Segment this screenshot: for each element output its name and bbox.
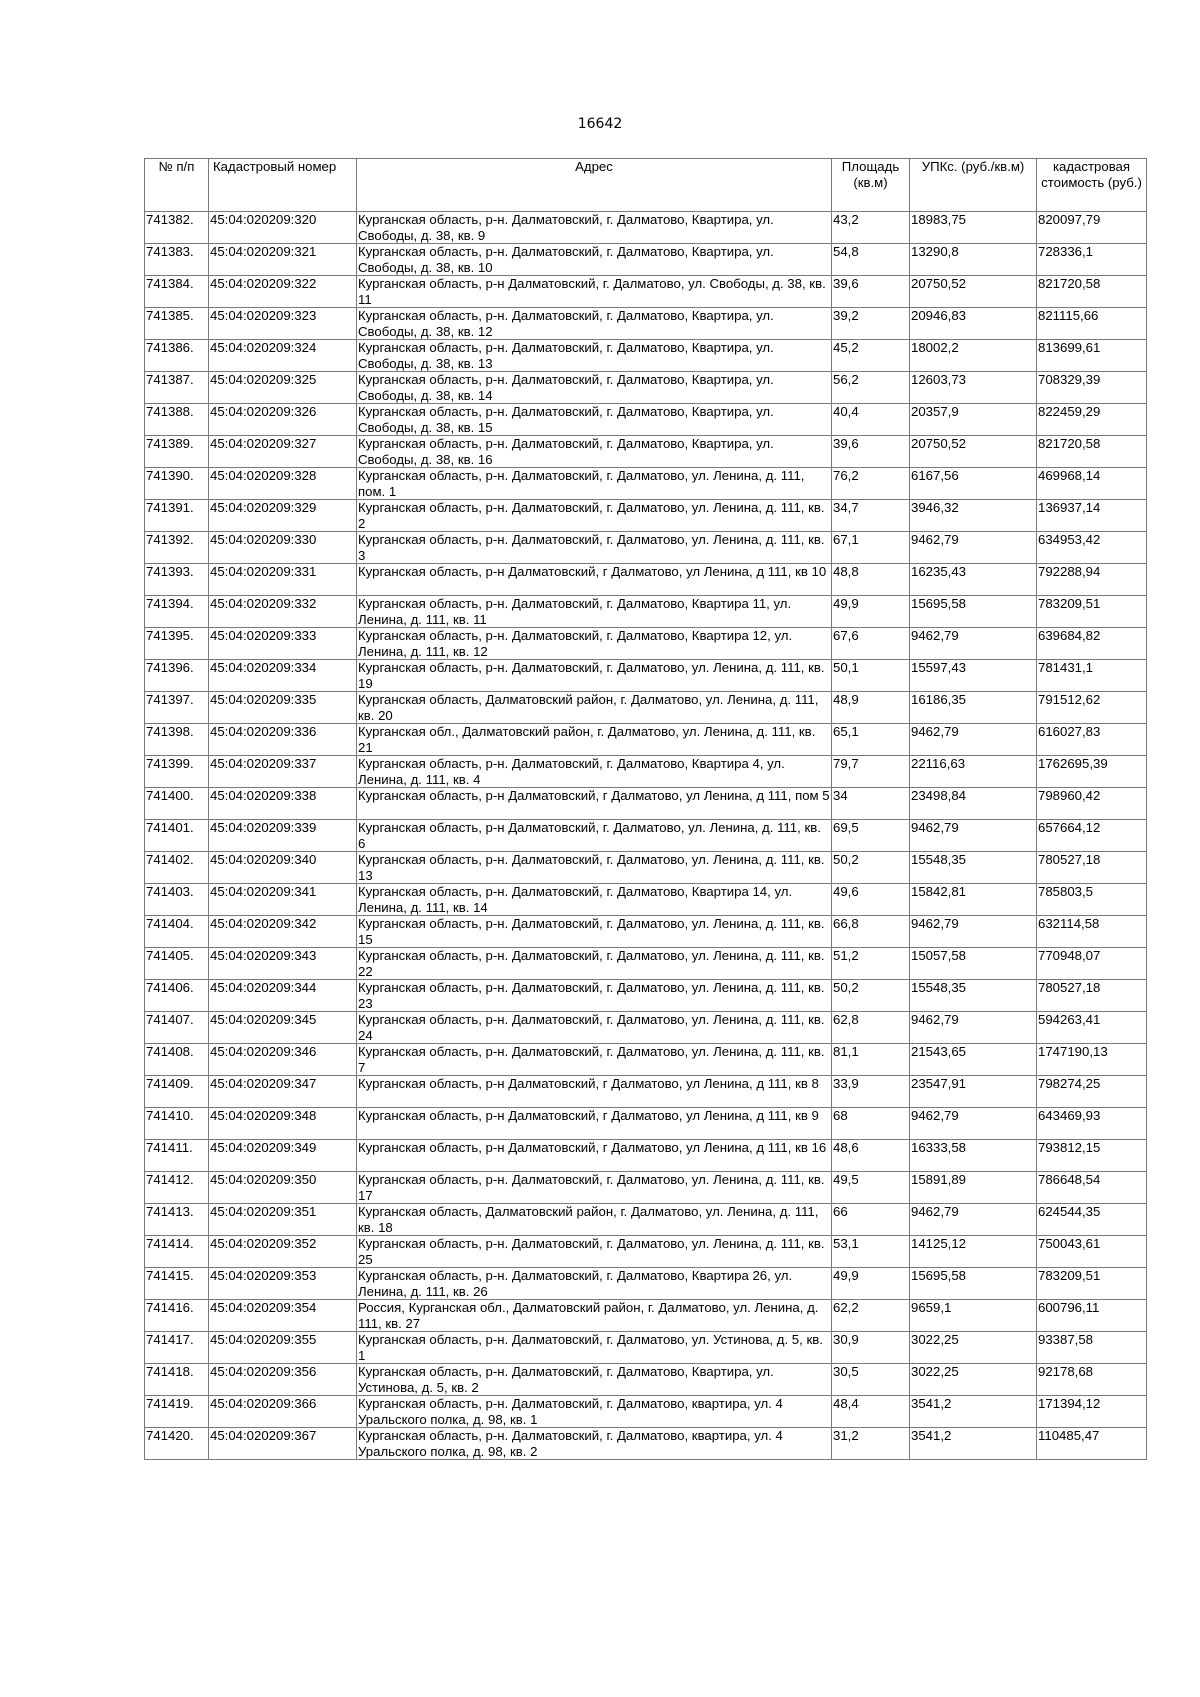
table-row [145, 788, 1147, 820]
cell-cadastral-value: 171394,12 [1037, 1396, 1147, 1428]
cell-area: 34,7 [832, 500, 910, 532]
cell-address: Курганская область, р-н. Далматовский, г. Далматово, квартира, ул. 4 Уральского полка, д. 98, кв. 2 [357, 1428, 832, 1460]
cell-cadastral-value: 821115,66 [1037, 308, 1147, 340]
cell-upks: 14125,12 [910, 1236, 1037, 1268]
cell-cadastral-number: 45:04:020209:343 [209, 948, 357, 980]
table-row [145, 596, 1147, 628]
cell-cadastral-number: 45:04:020209:337 [209, 756, 357, 788]
cell-upks: 15695,58 [910, 1268, 1037, 1300]
cell-address: Курганская область, р-н. Далматовский, г. Далматово, ул. Ленина, д. 111, кв. 15 [357, 916, 832, 948]
cell-cadastral-number: 45:04:020209:345 [209, 1012, 357, 1044]
cell-address: Курганская область, р-н. Далматовский, г. Далматово, Квартира 14, ул. Ленина, д. 111, кв. 14 [357, 884, 832, 916]
cadastral-table [144, 158, 1147, 1460]
cell-upks: 16186,35 [910, 692, 1037, 724]
cell-num: 741393. [145, 564, 209, 596]
header-area: Площадь (кв.м) [832, 159, 910, 212]
cell-address: Курганская область, р-н. Далматовский, г. Далматово, Квартира, ул. Свободы, д. 38, кв. 16 [357, 436, 832, 468]
cell-upks: 15548,35 [910, 980, 1037, 1012]
cell-address: Курганская область, р-н. Далматовский, г. Далматово, ул. Ленина, д. 111, кв. 7 [357, 1044, 832, 1076]
cell-area: 81,1 [832, 1044, 910, 1076]
cell-address: Курганская область, р-н Далматовский, г Далматово, ул Ленина, д 111, кв 10 [357, 564, 832, 596]
cell-upks: 13290,8 [910, 244, 1037, 276]
cell-num: 741394. [145, 596, 209, 628]
cell-cadastral-value: 136937,14 [1037, 500, 1147, 532]
cell-cadastral-value: 798274,25 [1037, 1076, 1147, 1108]
table-row [145, 852, 1147, 884]
cell-upks: 18983,75 [910, 212, 1037, 244]
cell-cadastral-number: 45:04:020209:355 [209, 1332, 357, 1364]
cell-address: Курганская область, Далматовский район, г. Далматово, ул. Ленина, д. 111, кв. 20 [357, 692, 832, 724]
cell-area: 48,6 [832, 1140, 910, 1172]
table-row [145, 1044, 1147, 1076]
cell-upks: 15597,43 [910, 660, 1037, 692]
cell-area: 49,6 [832, 884, 910, 916]
cell-upks: 12603,73 [910, 372, 1037, 404]
cell-num: 741384. [145, 276, 209, 308]
cell-address: Курганская область, р-н Далматовский, г Далматово, ул Ленина, д 111, кв 9 [357, 1108, 832, 1140]
cell-address: Курганская область, р-н. Далматовский, г. Далматово, ул. Ленина, д. 111, кв. 25 [357, 1236, 832, 1268]
cell-upks: 3022,25 [910, 1364, 1037, 1396]
cell-cadastral-value: 634953,42 [1037, 532, 1147, 564]
cell-num: 741396. [145, 660, 209, 692]
cell-upks: 16333,58 [910, 1140, 1037, 1172]
table-row [145, 500, 1147, 532]
cell-cadastral-number: 45:04:020209:349 [209, 1140, 357, 1172]
table-row [145, 948, 1147, 980]
cell-cadastral-number: 45:04:020209:356 [209, 1364, 357, 1396]
cell-cadastral-value: 93387,58 [1037, 1332, 1147, 1364]
cell-cadastral-value: 791512,62 [1037, 692, 1147, 724]
cell-cadastral-value: 632114,58 [1037, 916, 1147, 948]
cell-upks: 20750,52 [910, 276, 1037, 308]
cell-upks: 15548,35 [910, 852, 1037, 884]
cell-num: 741382. [145, 212, 209, 244]
cell-cadastral-value: 821720,58 [1037, 436, 1147, 468]
cell-cadastral-number: 45:04:020209:346 [209, 1044, 357, 1076]
header-cadastral-value: кадастровая стоимость (руб.) [1037, 159, 1147, 212]
cell-upks: 15057,58 [910, 948, 1037, 980]
cell-num: 741397. [145, 692, 209, 724]
cell-num: 741408. [145, 1044, 209, 1076]
cell-area: 49,9 [832, 1268, 910, 1300]
cell-num: 741417. [145, 1332, 209, 1364]
cell-address: Курганская область, р-н. Далматовский, г. Далматово, ул. Ленина, д. 111, кв. 24 [357, 1012, 832, 1044]
cell-num: 741386. [145, 340, 209, 372]
table-row [145, 1236, 1147, 1268]
cell-cadastral-number: 45:04:020209:329 [209, 500, 357, 532]
cell-cadastral-value: 1747190,13 [1037, 1044, 1147, 1076]
cell-num: 741387. [145, 372, 209, 404]
table-header-row [145, 159, 1147, 212]
cell-upks: 3946,32 [910, 500, 1037, 532]
cell-address: Курганская область, р-н. Далматовский, г. Далматово, ул. Ленина, д. 111, кв. 19 [357, 660, 832, 692]
cell-area: 66 [832, 1204, 910, 1236]
cell-area: 33,9 [832, 1076, 910, 1108]
cell-area: 76,2 [832, 468, 910, 500]
cell-upks: 20750,52 [910, 436, 1037, 468]
cell-num: 741390. [145, 468, 209, 500]
cell-address: Курганская область, р-н. Далматовский, г. Далматово, Квартира, ул. Устинова, д. 5, кв. 2 [357, 1364, 832, 1396]
cell-num: 741391. [145, 500, 209, 532]
cell-num: 741400. [145, 788, 209, 820]
cell-address: Курганская область, р-н. Далматовский, г. Далматово, ул. Ленина, д. 111, кв. 3 [357, 532, 832, 564]
cell-num: 741418. [145, 1364, 209, 1396]
cell-cadastral-number: 45:04:020209:321 [209, 244, 357, 276]
table-row [145, 1428, 1147, 1460]
table-row [145, 756, 1147, 788]
cell-cadastral-value: 780527,18 [1037, 980, 1147, 1012]
cell-area: 50,1 [832, 660, 910, 692]
cell-cadastral-value: 469968,14 [1037, 468, 1147, 500]
cell-address: Курганская область, р-н. Далматовский, г. Далматово, ул. Ленина, д. 111, кв. 23 [357, 980, 832, 1012]
cell-address: Курганская область, р-н. Далматовский, г. Далматово, ул. Ленина, д. 111, кв. 2 [357, 500, 832, 532]
cell-address: Курганская область, р-н. Далматовский, г. Далматово, Квартира, ул. Свободы, д. 38, кв. 15 [357, 404, 832, 436]
cell-area: 62,2 [832, 1300, 910, 1332]
cell-area: 31,2 [832, 1428, 910, 1460]
cell-address: Курганская область, р-н. Далматовский, г. Далматово, Квартира 11, ул. Ленина, д. 111, кв. 11 [357, 596, 832, 628]
cell-cadastral-number: 45:04:020209:352 [209, 1236, 357, 1268]
cell-cadastral-number: 45:04:020209:366 [209, 1396, 357, 1428]
cell-address: Курганская область, р-н. Далматовский, г. Далматово, Квартира, ул. Свободы, д. 38, кв. 13 [357, 340, 832, 372]
header-num: № п/п [145, 159, 209, 212]
cell-area: 39,6 [832, 436, 910, 468]
cell-cadastral-number: 45:04:020209:327 [209, 436, 357, 468]
cell-cadastral-value: 639684,82 [1037, 628, 1147, 660]
table-row [145, 1300, 1147, 1332]
cell-cadastral-number: 45:04:020209:323 [209, 308, 357, 340]
cell-upks: 9462,79 [910, 1012, 1037, 1044]
table-row [145, 1140, 1147, 1172]
cell-address: Курганская область, р-н. Далматовский, г. Далматово, Квартира 26, ул. Ленина, д. 111, кв. 26 [357, 1268, 832, 1300]
cell-upks: 15842,81 [910, 884, 1037, 916]
cell-num: 741415. [145, 1268, 209, 1300]
cell-address: Россия, Курганская обл., Далматовский район, г. Далматово, ул. Ленина, д. 111, кв. 27 [357, 1300, 832, 1332]
cell-upks: 23498,84 [910, 788, 1037, 820]
table-row [145, 692, 1147, 724]
cell-cadastral-value: 798960,42 [1037, 788, 1147, 820]
cell-cadastral-value: 783209,51 [1037, 596, 1147, 628]
cell-num: 741407. [145, 1012, 209, 1044]
cell-upks: 6167,56 [910, 468, 1037, 500]
cell-cadastral-number: 45:04:020209:333 [209, 628, 357, 660]
cell-cadastral-number: 45:04:020209:367 [209, 1428, 357, 1460]
cell-cadastral-value: 813699,61 [1037, 340, 1147, 372]
cell-address: Курганская область, р-н. Далматовский, г. Далматово, Квартира 12, ул. Ленина, д. 111, кв. 12 [357, 628, 832, 660]
cell-cadastral-number: 45:04:020209:353 [209, 1268, 357, 1300]
cell-num: 741413. [145, 1204, 209, 1236]
cell-area: 48,9 [832, 692, 910, 724]
cell-upks: 9462,79 [910, 1204, 1037, 1236]
cell-num: 741404. [145, 916, 209, 948]
cell-num: 741414. [145, 1236, 209, 1268]
cell-address: Курганская область, р-н. Далматовский, г. Далматово, Квартира, ул. Свободы, д. 38, кв. 12 [357, 308, 832, 340]
cell-num: 741409. [145, 1076, 209, 1108]
cell-area: 50,2 [832, 980, 910, 1012]
cell-cadastral-value: 821720,58 [1037, 276, 1147, 308]
cell-upks: 18002,2 [910, 340, 1037, 372]
table-row [145, 1204, 1147, 1236]
cell-num: 741383. [145, 244, 209, 276]
cell-upks: 9462,79 [910, 628, 1037, 660]
cell-upks: 9462,79 [910, 532, 1037, 564]
table-row [145, 276, 1147, 308]
cell-address: Курганская область, р-н Далматовский, г. Далматово, ул. Ленина, д. 111, кв. 6 [357, 820, 832, 852]
cell-cadastral-value: 657664,12 [1037, 820, 1147, 852]
cell-num: 741399. [145, 756, 209, 788]
cell-upks: 22116,63 [910, 756, 1037, 788]
cell-cadastral-number: 45:04:020209:340 [209, 852, 357, 884]
cell-cadastral-value: 594263,41 [1037, 1012, 1147, 1044]
table-row [145, 308, 1147, 340]
cell-cadastral-number: 45:04:020209:341 [209, 884, 357, 916]
cell-cadastral-value: 786648,54 [1037, 1172, 1147, 1204]
cell-num: 741416. [145, 1300, 209, 1332]
cell-cadastral-number: 45:04:020209:326 [209, 404, 357, 436]
table-row [145, 532, 1147, 564]
table-row [145, 468, 1147, 500]
cell-cadastral-number: 45:04:020209:331 [209, 564, 357, 596]
cell-area: 30,9 [832, 1332, 910, 1364]
cell-cadastral-value: 600796,11 [1037, 1300, 1147, 1332]
cell-cadastral-value: 643469,93 [1037, 1108, 1147, 1140]
cell-area: 39,2 [832, 308, 910, 340]
cell-address: Курганская область, р-н. Далматовский, г. Далматово, Квартира 4, ул. Ленина, д. 111, кв. 4 [357, 756, 832, 788]
cell-num: 741395. [145, 628, 209, 660]
cell-upks: 3022,25 [910, 1332, 1037, 1364]
cell-num: 741398. [145, 724, 209, 756]
cell-num: 741402. [145, 852, 209, 884]
cell-area: 48,8 [832, 564, 910, 596]
cell-area: 30,5 [832, 1364, 910, 1396]
cell-address: Курганская область, р-н. Далматовский, г. Далматово, Квартира, ул. Свободы, д. 38, кв. 14 [357, 372, 832, 404]
cell-area: 65,1 [832, 724, 910, 756]
cell-cadastral-value: 783209,51 [1037, 1268, 1147, 1300]
cell-area: 39,6 [832, 276, 910, 308]
cell-address: Курганская область, р-н. Далматовский, г. Далматово, ул. Ленина, д. 111, пом. 1 [357, 468, 832, 500]
cell-upks: 20357,9 [910, 404, 1037, 436]
table-row [145, 820, 1147, 852]
cell-area: 34 [832, 788, 910, 820]
cell-num: 741410. [145, 1108, 209, 1140]
cell-cadastral-number: 45:04:020209:348 [209, 1108, 357, 1140]
table-row [145, 1172, 1147, 1204]
cell-cadastral-number: 45:04:020209:339 [209, 820, 357, 852]
cell-address: Курганская область, р-н Далматовский, г Далматово, ул Ленина, д 111, пом 5 [357, 788, 832, 820]
cell-cadastral-number: 45:04:020209:338 [209, 788, 357, 820]
cell-num: 741388. [145, 404, 209, 436]
cell-area: 40,4 [832, 404, 910, 436]
cell-upks: 9462,79 [910, 1108, 1037, 1140]
table-row [145, 1364, 1147, 1396]
cell-cadastral-value: 750043,61 [1037, 1236, 1147, 1268]
cell-address: Курганская область, р-н Далматовский, г. Далматово, ул. Свободы, д. 38, кв. 11 [357, 276, 832, 308]
cell-num: 741420. [145, 1428, 209, 1460]
cell-upks: 23547,91 [910, 1076, 1037, 1108]
cell-address: Курганская область, р-н. Далматовский, г. Далматово, ул. Устинова, д. 5, кв. 1 [357, 1332, 832, 1364]
cell-num: 741412. [145, 1172, 209, 1204]
cell-cadastral-number: 45:04:020209:347 [209, 1076, 357, 1108]
table-row [145, 980, 1147, 1012]
cell-upks: 20946,83 [910, 308, 1037, 340]
cell-area: 62,8 [832, 1012, 910, 1044]
cell-area: 49,5 [832, 1172, 910, 1204]
cell-cadastral-number: 45:04:020209:320 [209, 212, 357, 244]
cell-num: 741392. [145, 532, 209, 564]
cell-address: Курганская область, р-н. Далматовский, г. Далматово, ул. Ленина, д. 111, кв. 22 [357, 948, 832, 980]
cell-upks: 15695,58 [910, 596, 1037, 628]
cell-area: 45,2 [832, 340, 910, 372]
cell-area: 54,8 [832, 244, 910, 276]
cell-upks: 16235,43 [910, 564, 1037, 596]
cell-cadastral-value: 781431,1 [1037, 660, 1147, 692]
cell-address: Курганская область, р-н Далматовский, г Далматово, ул Ленина, д 111, кв 16 [357, 1140, 832, 1172]
table-row [145, 1076, 1147, 1108]
cell-cadastral-number: 45:04:020209:344 [209, 980, 357, 1012]
cell-cadastral-number: 45:04:020209:325 [209, 372, 357, 404]
cell-address: Курганская обл., Далматовский район, г. Далматово, ул. Ленина, д. 111, кв. 21 [357, 724, 832, 756]
cell-area: 50,2 [832, 852, 910, 884]
cell-cadastral-number: 45:04:020209:336 [209, 724, 357, 756]
cell-cadastral-number: 45:04:020209:324 [209, 340, 357, 372]
table-row [145, 404, 1147, 436]
cell-num: 741385. [145, 308, 209, 340]
cell-cadastral-number: 45:04:020209:322 [209, 276, 357, 308]
table-row [145, 564, 1147, 596]
cell-cadastral-number: 45:04:020209:328 [209, 468, 357, 500]
cell-num: 741406. [145, 980, 209, 1012]
table-row [145, 244, 1147, 276]
table-row [145, 660, 1147, 692]
cell-area: 51,2 [832, 948, 910, 980]
cell-cadastral-value: 780527,18 [1037, 852, 1147, 884]
cell-area: 67,1 [832, 532, 910, 564]
cell-area: 43,2 [832, 212, 910, 244]
cell-cadastral-number: 45:04:020209:354 [209, 1300, 357, 1332]
cell-num: 741401. [145, 820, 209, 852]
cell-address: Курганская область, р-н Далматовский, г Далматово, ул Ленина, д 111, кв 8 [357, 1076, 832, 1108]
header-upks: УПКс. (руб./кв.м) [910, 159, 1037, 212]
cell-num: 741419. [145, 1396, 209, 1428]
table-row [145, 916, 1147, 948]
cell-cadastral-number: 45:04:020209:334 [209, 660, 357, 692]
cell-cadastral-number: 45:04:020209:342 [209, 916, 357, 948]
cell-area: 67,6 [832, 628, 910, 660]
cell-num: 741405. [145, 948, 209, 980]
cell-cadastral-number: 45:04:020209:350 [209, 1172, 357, 1204]
cell-cadastral-value: 820097,79 [1037, 212, 1147, 244]
cell-area: 68 [832, 1108, 910, 1140]
table-row [145, 1396, 1147, 1428]
table-row [145, 1108, 1147, 1140]
table-row [145, 340, 1147, 372]
cell-address: Курганская область, р-н. Далматовский, г. Далматово, Квартира, ул. Свободы, д. 38, кв. 10 [357, 244, 832, 276]
cell-area: 69,5 [832, 820, 910, 852]
cell-cadastral-number: 45:04:020209:351 [209, 1204, 357, 1236]
table-row [145, 724, 1147, 756]
table-row [145, 1268, 1147, 1300]
table-row [145, 628, 1147, 660]
cell-upks: 15891,89 [910, 1172, 1037, 1204]
table-row [145, 436, 1147, 468]
cell-area: 48,4 [832, 1396, 910, 1428]
cell-upks: 9462,79 [910, 724, 1037, 756]
cell-area: 56,2 [832, 372, 910, 404]
cell-cadastral-value: 785803,5 [1037, 884, 1147, 916]
cell-area: 53,1 [832, 1236, 910, 1268]
page-number: 16642 [577, 116, 623, 132]
header-address: Адрес [357, 159, 832, 212]
cell-cadastral-number: 45:04:020209:332 [209, 596, 357, 628]
cell-cadastral-value: 92178,68 [1037, 1364, 1147, 1396]
cell-cadastral-value: 616027,83 [1037, 724, 1147, 756]
cell-area: 49,9 [832, 596, 910, 628]
cell-cadastral-value: 708329,39 [1037, 372, 1147, 404]
table-row [145, 884, 1147, 916]
cell-cadastral-value: 624544,35 [1037, 1204, 1147, 1236]
table-row [145, 1012, 1147, 1044]
cell-num: 741389. [145, 436, 209, 468]
cell-upks: 3541,2 [910, 1428, 1037, 1460]
cell-upks: 21543,65 [910, 1044, 1037, 1076]
cell-num: 741411. [145, 1140, 209, 1172]
cell-upks: 9462,79 [910, 820, 1037, 852]
cell-address: Курганская область, р-н. Далматовский, г. Далматово, квартира, ул. 4 Уральского полка, д. 98, кв. 1 [357, 1396, 832, 1428]
cell-cadastral-value: 1762695,39 [1037, 756, 1147, 788]
cell-address: Курганская область, р-н. Далматовский, г. Далматово, ул. Ленина, д. 111, кв. 13 [357, 852, 832, 884]
cell-cadastral-value: 110485,47 [1037, 1428, 1147, 1460]
table-row [145, 372, 1147, 404]
cell-address: Курганская область, Далматовский район, г. Далматово, ул. Ленина, д. 111, кв. 18 [357, 1204, 832, 1236]
cell-num: 741403. [145, 884, 209, 916]
cell-cadastral-number: 45:04:020209:330 [209, 532, 357, 564]
cell-upks: 9659,1 [910, 1300, 1037, 1332]
cell-cadastral-value: 770948,07 [1037, 948, 1147, 980]
table-row [145, 1332, 1147, 1364]
cell-cadastral-value: 793812,15 [1037, 1140, 1147, 1172]
cell-area: 66,8 [832, 916, 910, 948]
cell-address: Курганская область, р-н. Далматовский, г. Далматово, Квартира, ул. Свободы, д. 38, кв. 9 [357, 212, 832, 244]
table-row [145, 212, 1147, 244]
cell-cadastral-number: 45:04:020209:335 [209, 692, 357, 724]
cell-cadastral-value: 728336,1 [1037, 244, 1147, 276]
header-cadastral-number: Кадастровый номер [209, 159, 357, 212]
cell-upks: 3541,2 [910, 1396, 1037, 1428]
cell-cadastral-value: 792288,94 [1037, 564, 1147, 596]
cell-cadastral-value: 822459,29 [1037, 404, 1147, 436]
cell-address: Курганская область, р-н. Далматовский, г. Далматово, ул. Ленина, д. 111, кв. 17 [357, 1172, 832, 1204]
cell-area: 79,7 [832, 756, 910, 788]
cell-upks: 9462,79 [910, 916, 1037, 948]
